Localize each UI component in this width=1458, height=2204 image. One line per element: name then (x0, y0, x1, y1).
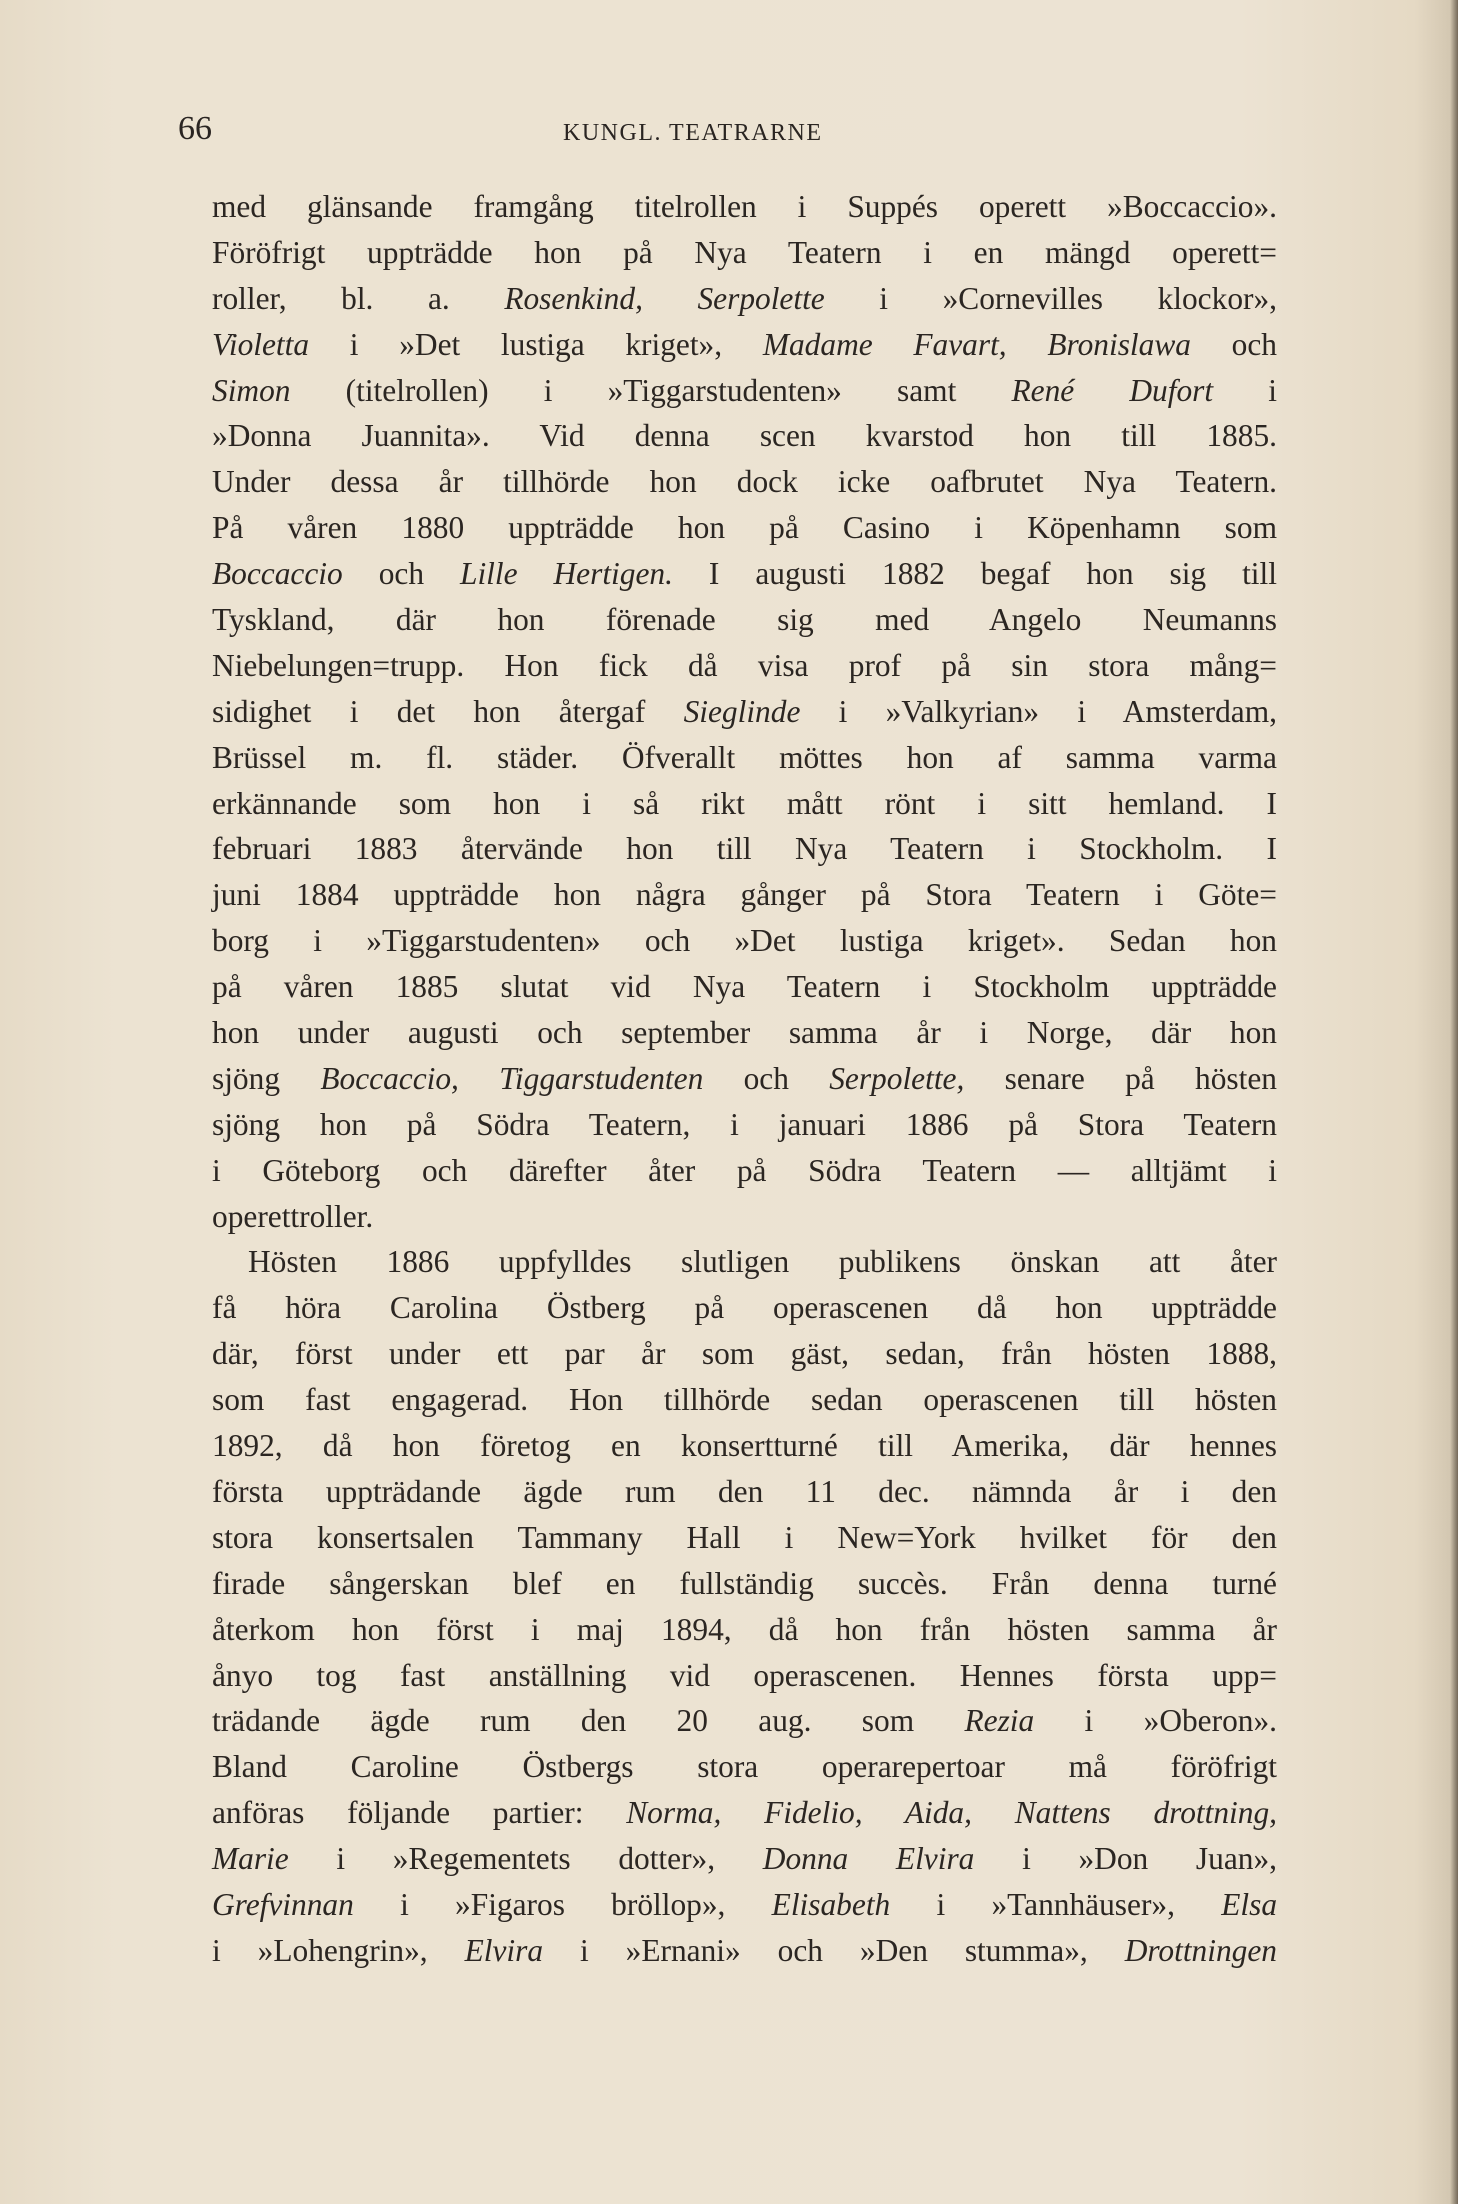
text-segment: ånyo tog fast anställning vid operascenen. Hennes första upp= (212, 1657, 1277, 1693)
italic-segment: Drottningen (1124, 1932, 1277, 1968)
italic-segment: Violetta (212, 326, 310, 362)
text-segment: som fast engagerad. Hon tillhörde sedan operascenen till hösten (212, 1382, 1277, 1418)
text-line (212, 781, 1277, 827)
text-line (212, 184, 1277, 230)
text-segment: erkännande som hon i så rikt mått rönt i sitt hemland. I (212, 785, 1277, 821)
italic-segment: Norma, Fidelio, Aida, Nattens drottning, (626, 1795, 1277, 1831)
page-header (178, 110, 1278, 160)
text-line (212, 1469, 1277, 1515)
text-segment: Under dessa år tillhörde hon dock icke oafbrutet Nya Teatern. (212, 464, 1277, 500)
text-segment: första uppträdande ägde rum den 11 dec. nämnda år i den (212, 1473, 1277, 1509)
text-segment: hon under augusti och september samma år i Norge, där hon (212, 1015, 1277, 1051)
text-segment: i »Det lustiga kriget», (309, 326, 763, 362)
italic-segment: Marie (212, 1841, 289, 1877)
text-line (212, 1010, 1277, 1056)
text-segment: februari 1883 återvände hon till Nya Teatern i Stockholm. I (212, 831, 1277, 867)
text-segment: Hösten 1886 uppfylldes slutligen publikens önskan att åter (248, 1244, 1277, 1280)
italic-segment: Serpolette, (829, 1060, 965, 1096)
text-segment: på våren 1885 slutat vid Nya Teatern i Stockholm uppträdde (212, 969, 1277, 1005)
text-line (212, 1836, 1277, 1882)
text-line (212, 1056, 1277, 1102)
text-line (212, 1239, 1277, 1285)
italic-segment: René Dufort (1011, 372, 1214, 408)
italic-segment: Madame Favart, Bronislawa (762, 326, 1191, 362)
text-segment: få höra Carolina Östberg på operascenen då hon uppträdde (212, 1290, 1277, 1326)
text-line (212, 230, 1277, 276)
italic-segment: Elsa (1221, 1886, 1278, 1922)
italic-segment: Elisabeth (771, 1886, 891, 1922)
text-line (212, 1515, 1277, 1561)
text-segment: sidighet i det hon återgaf (212, 693, 684, 729)
body-text (212, 184, 1277, 1974)
text-segment: sjöng hon på Södra Teatern, i januari 1886 på Stora Teatern (212, 1106, 1277, 1142)
text-line (212, 1285, 1277, 1331)
italic-segment: Lille Hertigen. (459, 556, 673, 592)
text-line (212, 735, 1277, 781)
text-line (212, 1194, 1277, 1240)
italic-segment: Boccaccio, Tiggarstudenten (320, 1060, 704, 1096)
text-segment: i »Oberon». (1034, 1703, 1277, 1739)
text-segment: Bland Caroline Östbergs stora operarepertoar må föröfrigt (212, 1749, 1277, 1785)
text-segment: och (703, 1060, 830, 1096)
text-segment: i »Don Juan», (974, 1841, 1278, 1877)
text-line (212, 1653, 1277, 1699)
text-segment: trädande ägde rum den 20 aug. som (212, 1703, 965, 1739)
italic-segment: Grefvinnan (212, 1886, 354, 1922)
text-segment: i »Valkyrian» i Amsterdam, (800, 693, 1277, 729)
text-segment: anföras följande partier: (212, 1795, 627, 1831)
text-line (212, 1148, 1277, 1194)
text-segment: i »Tannhäuser», (890, 1886, 1222, 1922)
text-line (212, 1790, 1277, 1836)
text-line (212, 322, 1277, 368)
text-line (212, 551, 1277, 597)
text-segment: återkom hon först i maj 1894, då hon från hösten samma år (212, 1611, 1277, 1647)
italic-segment: Rosenkind, Serpolette (504, 280, 825, 316)
italic-segment: Simon (212, 372, 291, 408)
text-line (212, 459, 1277, 505)
text-line (212, 1607, 1277, 1653)
text-line (212, 1744, 1277, 1790)
text-segment: i (1213, 372, 1277, 408)
page-number: 66 (178, 110, 212, 147)
text-segment: (titelrollen) i »Tiggarstudenten» samt (290, 372, 1012, 408)
text-segment: med glänsande framgång titelrollen i Suppés operett »Boccaccio». (212, 189, 1277, 224)
text-line (212, 368, 1277, 414)
text-line (212, 1377, 1277, 1423)
page-edge-shadow (1450, 0, 1458, 2204)
text-segment: juni 1884 uppträdde hon några gånger på Stora Teatern i Göte= (212, 877, 1277, 913)
text-line (212, 1928, 1277, 1974)
text-segment: där, först under ett par år som gäst, sedan, från hösten 1888, (212, 1336, 1277, 1372)
text-segment: stora konsertsalen Tammany Hall i New=York hvilket för den (212, 1519, 1277, 1555)
text-line (212, 826, 1277, 872)
text-segment: och (342, 556, 460, 592)
text-segment: firade sångerskan blef en fullständig succès. Från denna turné (212, 1565, 1277, 1601)
text-segment: »Donna Juannita». Vid denna scen kvarstod hon till 1885. (212, 418, 1277, 454)
text-line (212, 1102, 1277, 1148)
text-line (212, 1561, 1277, 1607)
text-segment: och (1190, 326, 1278, 362)
text-segment: i »Lohengrin», (212, 1932, 465, 1968)
text-segment: Föröfrigt uppträdde hon på Nya Teatern i en mängd operett= (212, 234, 1277, 270)
text-line (212, 413, 1277, 459)
text-line (212, 872, 1277, 918)
italic-segment: Rezia (964, 1703, 1035, 1739)
text-segment: Niebelungen=trupp. Hon fick då visa prof på sin stora mång= (212, 647, 1277, 683)
text-segment: senare på hösten (964, 1060, 1277, 1096)
text-segment: operettroller. (212, 1198, 374, 1234)
italic-segment: Sieglinde (683, 693, 801, 729)
text-line (212, 1331, 1277, 1377)
text-segment: i »Ernani» och »Den stumma», (543, 1932, 1125, 1968)
text-line (212, 689, 1277, 735)
text-segment: Brüssel m. fl. städer. Öfverallt möttes hon af samma varma (212, 739, 1277, 775)
text-segment: roller, bl. a. (212, 280, 505, 316)
text-line (212, 643, 1277, 689)
running-head: KUNGL. TEATRARNE (563, 120, 823, 146)
text-segment: i »Regementets dotter», (288, 1841, 763, 1877)
text-segment: Tyskland, där hon förenade sig med Angelo Neumanns (212, 602, 1277, 638)
text-segment: 1892, då hon företog en konsertturné till Amerika, där hennes (212, 1428, 1277, 1464)
text-segment: i Göteborg och därefter åter på Södra Teatern — alltjämt i (212, 1152, 1277, 1188)
text-line (212, 1423, 1277, 1469)
text-segment: sjöng (212, 1060, 321, 1096)
text-line (212, 1882, 1277, 1928)
text-segment: borg i »Tiggarstudenten» och »Det lustiga kriget». Sedan hon (212, 923, 1277, 959)
text-line (212, 1698, 1277, 1744)
text-line (212, 964, 1277, 1010)
italic-segment: Elvira (464, 1932, 544, 1968)
text-line (212, 505, 1277, 551)
text-segment: På våren 1880 uppträdde hon på Casino i Köpenhamn som (212, 510, 1277, 546)
text-line (212, 276, 1277, 322)
italic-segment: Donna Elvira (762, 1841, 975, 1877)
text-segment: i »Figaros bröllop», (353, 1886, 772, 1922)
text-segment: i »Cornevilles klockor», (824, 280, 1278, 316)
text-line (212, 918, 1277, 964)
text-segment: I augusti 1882 begaf hon sig till (672, 556, 1277, 592)
italic-segment: Boccaccio (212, 556, 343, 592)
text-line (212, 597, 1277, 643)
